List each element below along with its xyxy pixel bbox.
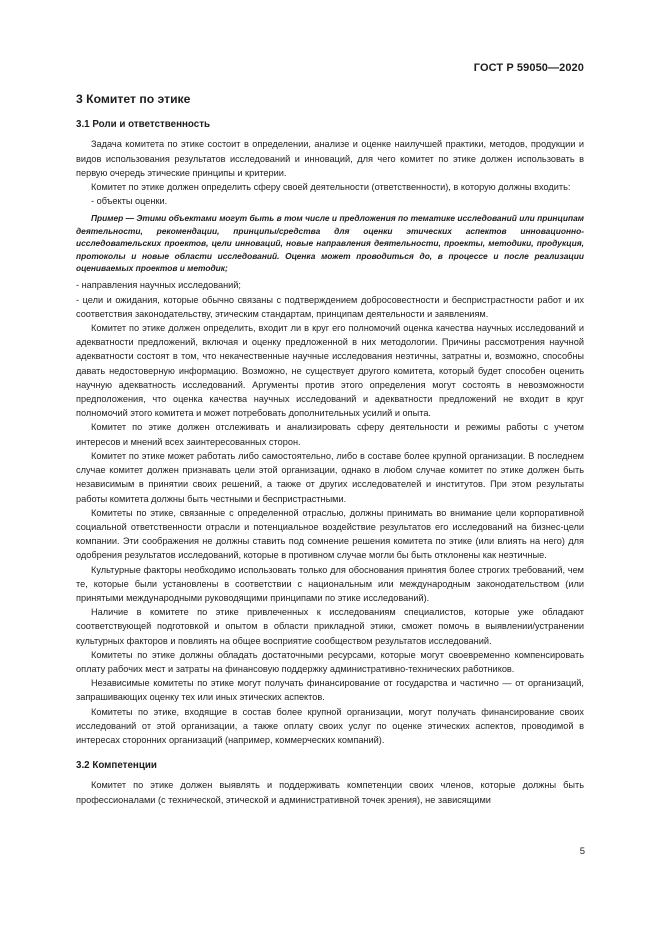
paragraph: Комитет по этике должен выявлять и поддерживать компетенции своих членов, которые должны быть профессионалами (с технической, этической и административной точек зрения), не зависящими [76,780,584,805]
paragraph: Задача комитета по этике состоит в определении, анализе и оценке наилучшей практики, методов, продукции и видов использования результатов исследований и инноваций, для чего комитет по этике должен использовать в первую очередь этические принципы и критерии. [76,139,584,178]
standard-code: ГОСТ Р 59050—2020 [473,62,584,74]
paragraph: Наличие в комитете по этике привлеченных к исследованиям специалистов, которые уже обладают соответствующей подготовкой и опытом в области прикладной этики, сможет помочь в выявлении/устранении культурных факторов и повлиять на общее восприятие сообществом результатов исследований. [76,607,584,646]
paragraph: Комитеты по этике, входящие в состав более крупной организации, могут получать финансирование своих исследований от этой организации, а также оплату своих услуг по оценке этических аспектов, проводимой в интересах сторонних организаций (например, коммерческих компаний). [76,706,584,745]
paragraph: Культурные факторы необходимо использовать только для обоснования принятия более строгих требований, чем те, которые были установлены в соответствии с национальным или международным законодательством (или принятыми международными руководящими принципами по этике исследований). [76,564,584,603]
page-content [76,92,584,807]
paragraph: Независимые комитеты по этике могут получать финансирование от государства и частично — от организаций, запрашивающих оценку тех или иных этических аспектов. [76,678,584,703]
example-note: Пример — Этими объектами могут быть в том числе и предложения по тематике исследований или принципам деятельности, рекомендации, принципы/средства для оценки этических аспектов инновационно-исследовательских проектов, цели инноваций, новые направления деятельности, проекты, методики, продукция, протоколы и новые области исследований. Оценка может проводиться до, в процессе и после реализации оцениваемых проектов и методик; [76,213,584,274]
section-title: 3 Комитет по этике [76,92,191,106]
paragraph: Комитет по этике должен определить, входит ли в круг его полномочий оценка качества научных исследований и адекватности предложений, включая и оценку предложенной в них методологии. Причины рассмотрения научной адекватности состоят в том, что некачественные научные исследования неэтичны, затратны и, возможно, способны давать недостоверную информацию. Возможно, не существует другого комитета, который будет способен оценить научную адекватность исследований. Аргументы против этого определения могут состоять в невозможности предположения, что оценка качества научных исследований и адекватности предложений не входит в круг полномочий этого комитета и может потребовать дополнительных усилий и опыта. [76,323,584,419]
subsection-title-roles: 3.1 Роли и ответственность [76,119,211,131]
list-item: - цели и ожидания, которые обычно связаны с подтверждением добросовестности и беспристрастности работ и их соответствия законодательству, этическим стандартам, принципам деятельности и заявлениям. [76,294,584,319]
paragraph: Комитеты по этике должны обладать достаточными ресурсами, которые могут своевременно компенсировать оплату рабочих мест и затраты на финансовую поддержку административно-технических работников. [76,649,584,674]
paragraph: Комитет по этике должен отслеживать и анализировать сферу деятельности и режимы работы с учетом интересов и мнений всех заинтересованных сторон. [76,422,584,447]
list-item: - направления научных исследований; [76,280,241,291]
paragraph: Комитеты по этике, связанные с определенной отраслью, должны принимать во внимание цели корпоративной социальной ответственности отрасли и потенциальное воздействие результатов его исследований на бизнес-цели компании. Эти соображения не должны ставить под сомнение решения комитета по этике (или влиять на него) для одобрения результатов исследований, которые в противном случае могли бы быть отклонены как неэтичные. [76,507,584,561]
paragraph: Комитет по этике может работать либо самостоятельно, либо в составе более крупной организации. В последнем случае комитет должен признавать цели этой организации, однако в любом случае комитет по этике должен быть независимым в принятии своих решений, а также от других исследователей и институтов. При этом результаты работы комитета должны быть честными и беспристрастными. [76,450,584,504]
page-number: 5 [579,846,585,857]
subsection-title-competencies: 3.2 Компетенции [76,760,157,772]
list-item: - объекты оценки. [91,196,168,207]
paragraph: Комитет по этике должен определить сферу своей деятельности (ответственности), в которую должны входить: [91,182,571,193]
